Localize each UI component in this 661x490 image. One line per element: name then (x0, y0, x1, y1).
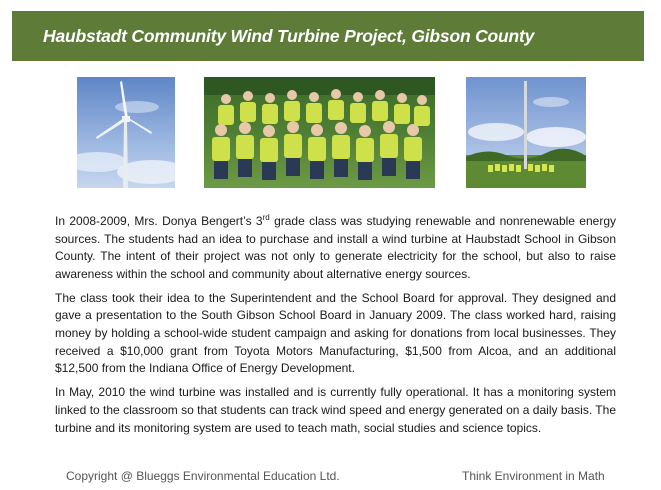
paragraph-1-superscript: rd (262, 213, 270, 222)
paragraph-2: The class took their idea to the Superintendent and the School Board for approval. They designed and gave a presentation to the South Gibson School Board in January 2009. The class worked hard, raising money by holding a school-wide student campaign and asking for donations from local businesses. They received a $10,000 grant from Toyota Motors Manufacturing, $1,500 from Alcoa, and an additional $12,500 from the Indiana Office of Energy Development. (55, 290, 616, 376)
turbine-photo (77, 77, 175, 188)
class-group-photo (204, 77, 435, 188)
paragraph-1-rest: grade class was studying renewable and nonrenewable energy sources. The students had an idea to purchase and install a wind turbine at Haubstadt School in Gibson County. The intent of their project was not only to generate electricity for the school, but also to raise awareness within the school and community about alternative energy sources. (55, 214, 616, 281)
article-body (55, 209, 616, 444)
copyright-footer: Copyright @ Blueggs Environmental Education Ltd. (66, 469, 340, 483)
title-banner (12, 11, 644, 61)
paragraph-1-start: In 2008-2009, Mrs. Donya Bengert’s 3 (55, 214, 263, 228)
paragraph-3: In May, 2010 the wind turbine was installed and is currently fully operational. It has a monitoring system linked to the classroom so that students can track wind speed and energy generated on a daily basis. The turbine and its monitoring system are used to teach math, social studies and science topics. (55, 385, 616, 435)
paragraph-1 (55, 209, 616, 283)
turbine-field-photo (466, 77, 586, 188)
tagline-footer: Think Environment in Math (462, 469, 605, 483)
page-title: Haubstadt Community Wind Turbine Project, Gibson County (43, 25, 535, 46)
